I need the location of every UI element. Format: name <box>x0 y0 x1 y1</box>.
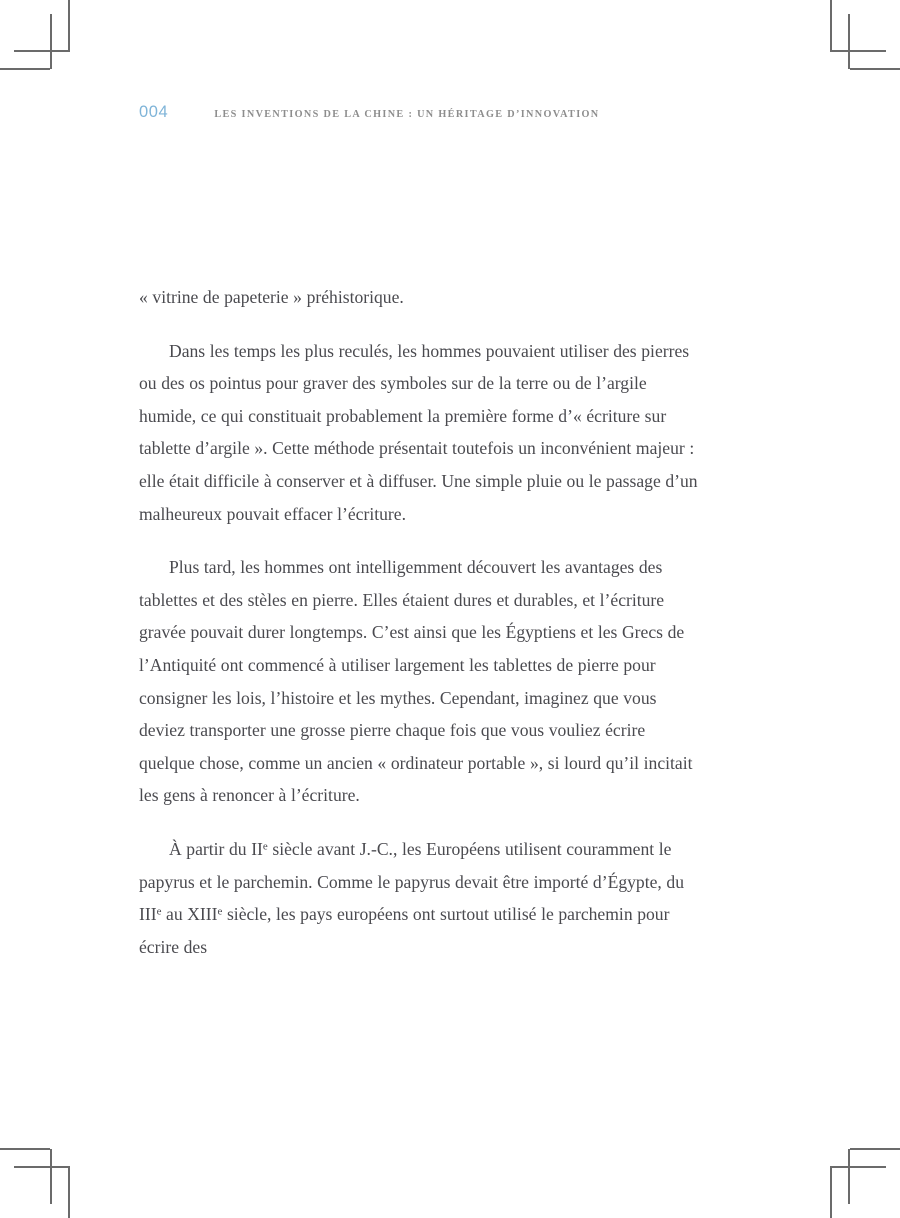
ordinal-superscript: e <box>156 905 162 918</box>
crop-mark-line <box>830 0 832 50</box>
crop-mark-line <box>830 1166 886 1168</box>
p-stone-tablets: Plus tard, les hommes ont intelligemment découvert les avantages des tablettes et des stèles en pierre. Elles étaient dures et durables, et l’écriture gravée pouvait durer longtemps. C’est ainsi que les Égyptiens et les Grecs de l’Antiquité ont commencé à utiliser largement les tablettes de pierre pour consigner les lois, l’histoire et les mythes. Cependant, imaginez que vous deviez transporter une grosse pierre chaque fois que vous vouliez écrire quelque chose, comme un ancien « ordinateur portable », si lourd qu’il incitait les gens à renoncer à l’écriture. <box>139 557 693 806</box>
crop-mark-line <box>848 14 850 69</box>
crop-mark-line <box>848 1149 850 1204</box>
p-continuation: « vitrine de papeterie » préhistorique. <box>139 287 404 307</box>
crop-mark-top-left <box>0 0 90 90</box>
ordinal-superscript: e <box>217 905 223 918</box>
crop-mark-line <box>0 68 50 70</box>
crop-mark-line <box>850 1148 900 1150</box>
page-number: 004 <box>139 103 169 121</box>
running-head-title: LES INVENTIONS DE LA CHINE : UN HÉRITAGE D’INNOVATION <box>214 109 600 120</box>
crop-mark-bottom-left <box>0 1128 90 1218</box>
running-head <box>139 103 600 122</box>
crop-mark-line <box>68 0 70 50</box>
crop-mark-line <box>850 68 900 70</box>
ordinal-superscript: e <box>262 840 268 853</box>
crop-mark-line <box>68 1168 70 1218</box>
p-papyrus-parchment: À partir du IIe siècle avant J.-C., les Européens utilisent couramment le papyrus et le parchemin. Comme le papyrus devait être importé d’Égypte, du IIIe au XIIIe siècle, les pays européens ont surtout utilisé le parchemin pour écrire des <box>139 838 684 957</box>
p-prehistoric-writing: Dans les temps les plus reculés, les hommes pouvaient utiliser des pierres ou des os pointus pour graver des symboles sur de la terre ou de l’argile humide, ce qui constituait probablement la première forme d’« écriture sur tablette d’argile ». Cette méthode présentait toutefois un inconvénient majeur : elle était difficile à conserver et à diffuser. Une simple pluie ou le passage d’un malheureux pouvait effacer l’écriture. <box>139 340 698 524</box>
crop-mark-top-right <box>810 0 900 90</box>
crop-mark-line <box>14 1166 70 1168</box>
crop-mark-bottom-right <box>810 1128 900 1218</box>
crop-mark-line <box>50 14 52 69</box>
crop-mark-line <box>830 50 886 52</box>
body-text-column <box>139 281 701 963</box>
crop-mark-line <box>830 1168 832 1218</box>
crop-mark-line <box>0 1148 50 1150</box>
crop-mark-line <box>14 50 70 52</box>
crop-mark-line <box>50 1149 52 1204</box>
